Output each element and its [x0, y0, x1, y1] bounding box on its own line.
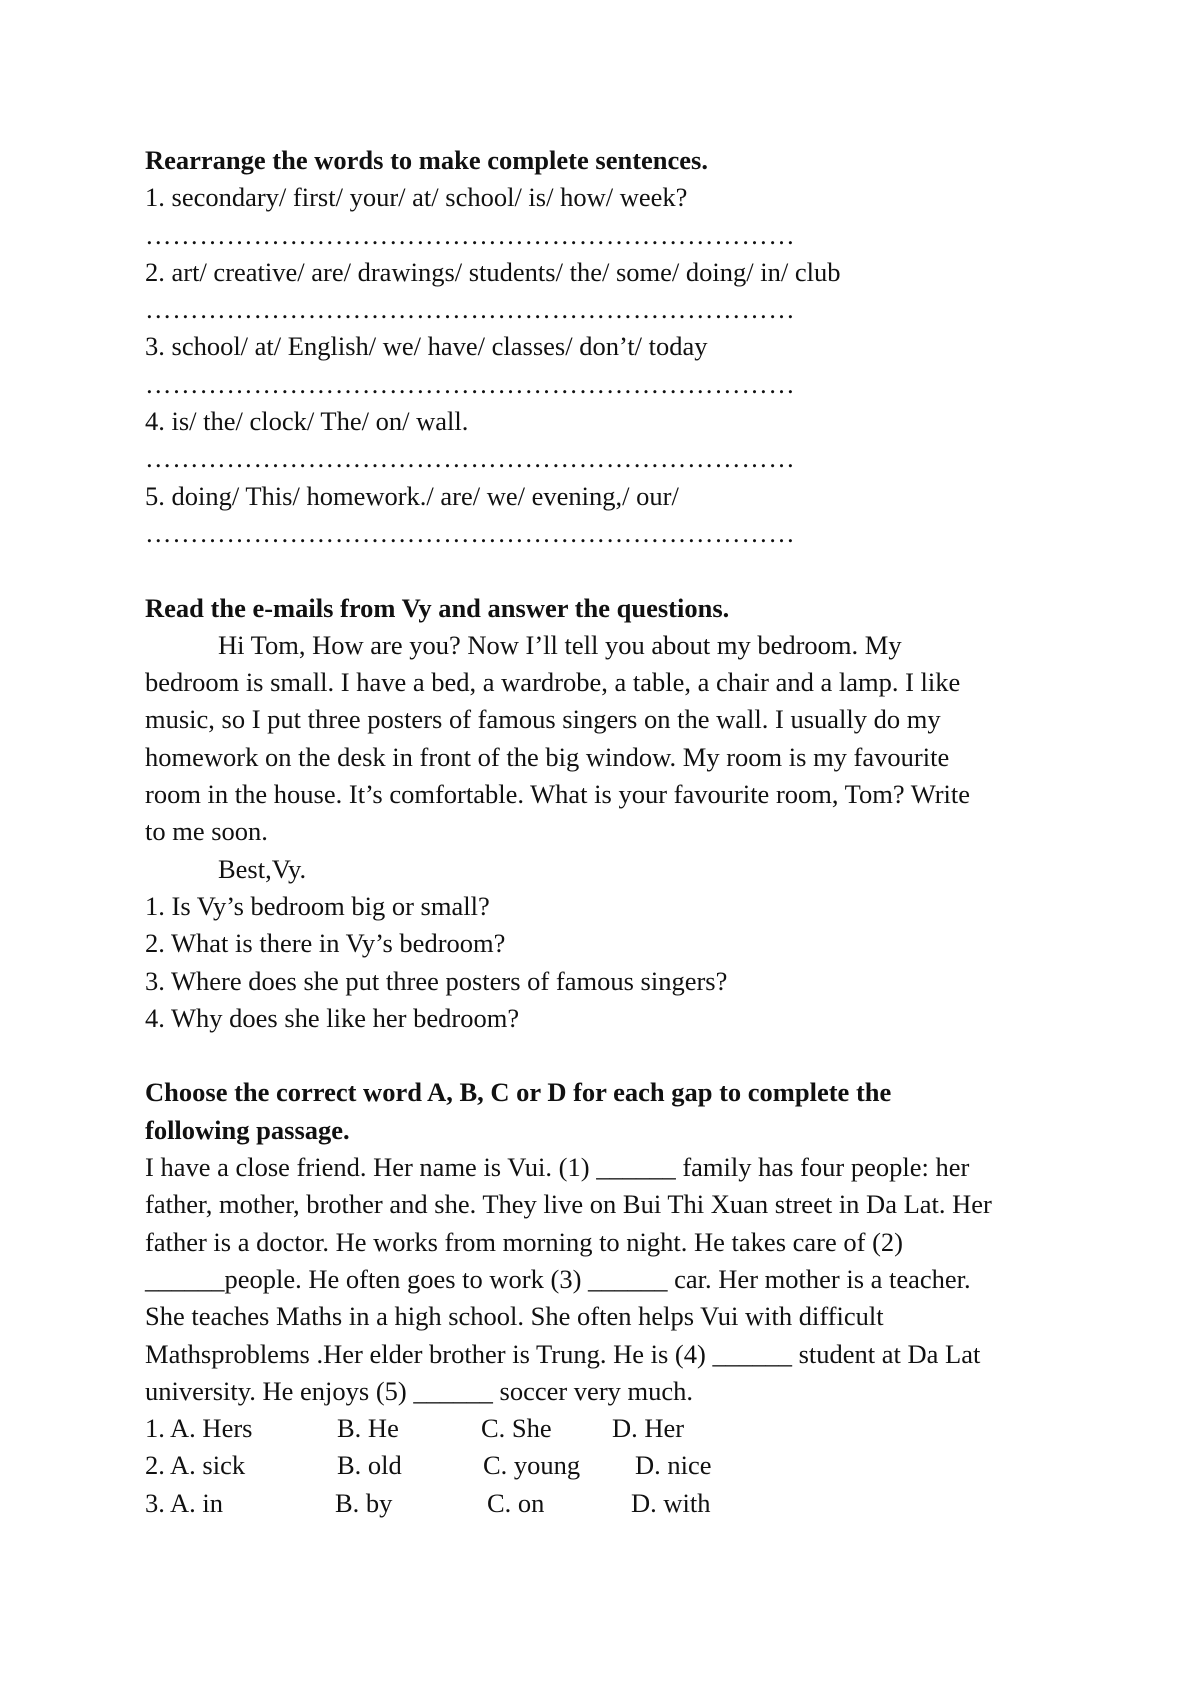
passage-line-5: She teaches Maths in a high school. She often helps Vui with difficult	[145, 1301, 884, 1332]
option-d: D. nice	[635, 1450, 712, 1481]
option-c: C. She	[481, 1413, 552, 1444]
option-a: 1. A. Hers	[145, 1413, 253, 1444]
question-2: 2. What is there in Vy’s bedroom?	[145, 928, 506, 959]
rearrange-item-3-prompt: 3. school/ at/ English/ we/ have/ classes/ don’t/ today	[145, 331, 708, 362]
passage-line-6: Mathsproblems .Her elder brother is Trung. He is (4) ______ student at Da Lat	[145, 1338, 981, 1369]
option-d: D. with	[631, 1487, 711, 1518]
options-row-1	[145, 1410, 1065, 1447]
option-c: C. young	[483, 1450, 581, 1481]
worksheet-page	[145, 142, 1065, 1522]
rearrange-item-1-answer-line: ………………………………………………………………	[145, 219, 796, 250]
section-spacer	[145, 1037, 1065, 1074]
passage-line-4: ______people. He often goes to work (3) ______ car. Her mother is a teacher.	[145, 1263, 971, 1294]
email-line-6: to me soon.	[145, 816, 268, 847]
question-1: 1. Is Vy’s bedroom big or small?	[145, 890, 490, 921]
rearrange-item-1-prompt: 1. secondary/ first/ your/ at/ school/ is/ how/ week?	[145, 182, 688, 213]
option-b: B. old	[337, 1450, 402, 1481]
section2-heading: Read the e-mails from Vy and answer the questions.	[145, 592, 730, 623]
passage-line-1: I have a close friend. Her name is Vui. (1) ______ family has four people: her	[145, 1152, 970, 1183]
passage-line-2: father, mother, brother and she. They live on Bui Thi Xuan street in Da Lat. Her	[145, 1189, 992, 1220]
option-a: 2. A. sick	[145, 1450, 246, 1481]
email-line-4: homework on the desk in front of the big window. My room is my favourite	[145, 741, 950, 772]
section3-heading-line-1: Choose the correct word A, B, C or D for each gap to complete the	[145, 1077, 892, 1108]
question-4: 4. Why does she like her bedroom?	[145, 1002, 520, 1033]
email-line-2: bedroom is small. I have a bed, a wardrobe, a table, a chair and a lamp. I like	[145, 667, 961, 698]
passage-line-7: university. He enjoys (5) ______ soccer very much.	[145, 1375, 694, 1406]
options-row-3	[145, 1485, 1065, 1522]
option-b: B. He	[337, 1413, 399, 1444]
rearrange-item-4-answer-line: ………………………………………………………………	[145, 443, 796, 474]
email-signoff: Best,Vy.	[218, 853, 307, 884]
email-line-5: room in the house. It’s comfortable. What is your favourite room, Tom? Write	[145, 779, 971, 810]
passage-line-3: father is a doctor. He works from morning to night. He takes care of (2)	[145, 1226, 903, 1257]
rearrange-item-2-prompt: 2. art/ creative/ are/ drawings/ students/ the/ some/ doing/ in/ club	[145, 256, 841, 287]
section3-heading-line-2: following passage.	[145, 1114, 350, 1145]
rearrange-item-4-prompt: 4. is/ the/ clock/ The/ on/ wall.	[145, 406, 469, 437]
options-row-2	[145, 1447, 1065, 1484]
rearrange-item-5-answer-line: ………………………………………………………………	[145, 517, 796, 548]
question-3: 3. Where does she put three posters of famous singers?	[145, 965, 728, 996]
rearrange-item-3-answer-line: ………………………………………………………………	[145, 368, 796, 399]
email-line-1: Hi Tom, How are you? Now I’ll tell you about my bedroom. My	[218, 629, 902, 660]
option-b: B. by	[335, 1487, 393, 1518]
section1-heading: Rearrange the words to make complete sentences.	[145, 145, 708, 175]
option-c: C. on	[487, 1487, 545, 1518]
rearrange-item-2-answer-line: ………………………………………………………………	[145, 294, 796, 325]
rearrange-item-5-prompt: 5. doing/ This/ homework./ are/ we/ evening,/ our/	[145, 480, 679, 511]
email-line-3: music, so I put three posters of famous singers on the wall. I usually do my	[145, 704, 941, 735]
option-a: 3. A. in	[145, 1487, 224, 1518]
section-spacer	[145, 552, 1065, 589]
option-d: D. Her	[612, 1413, 685, 1444]
